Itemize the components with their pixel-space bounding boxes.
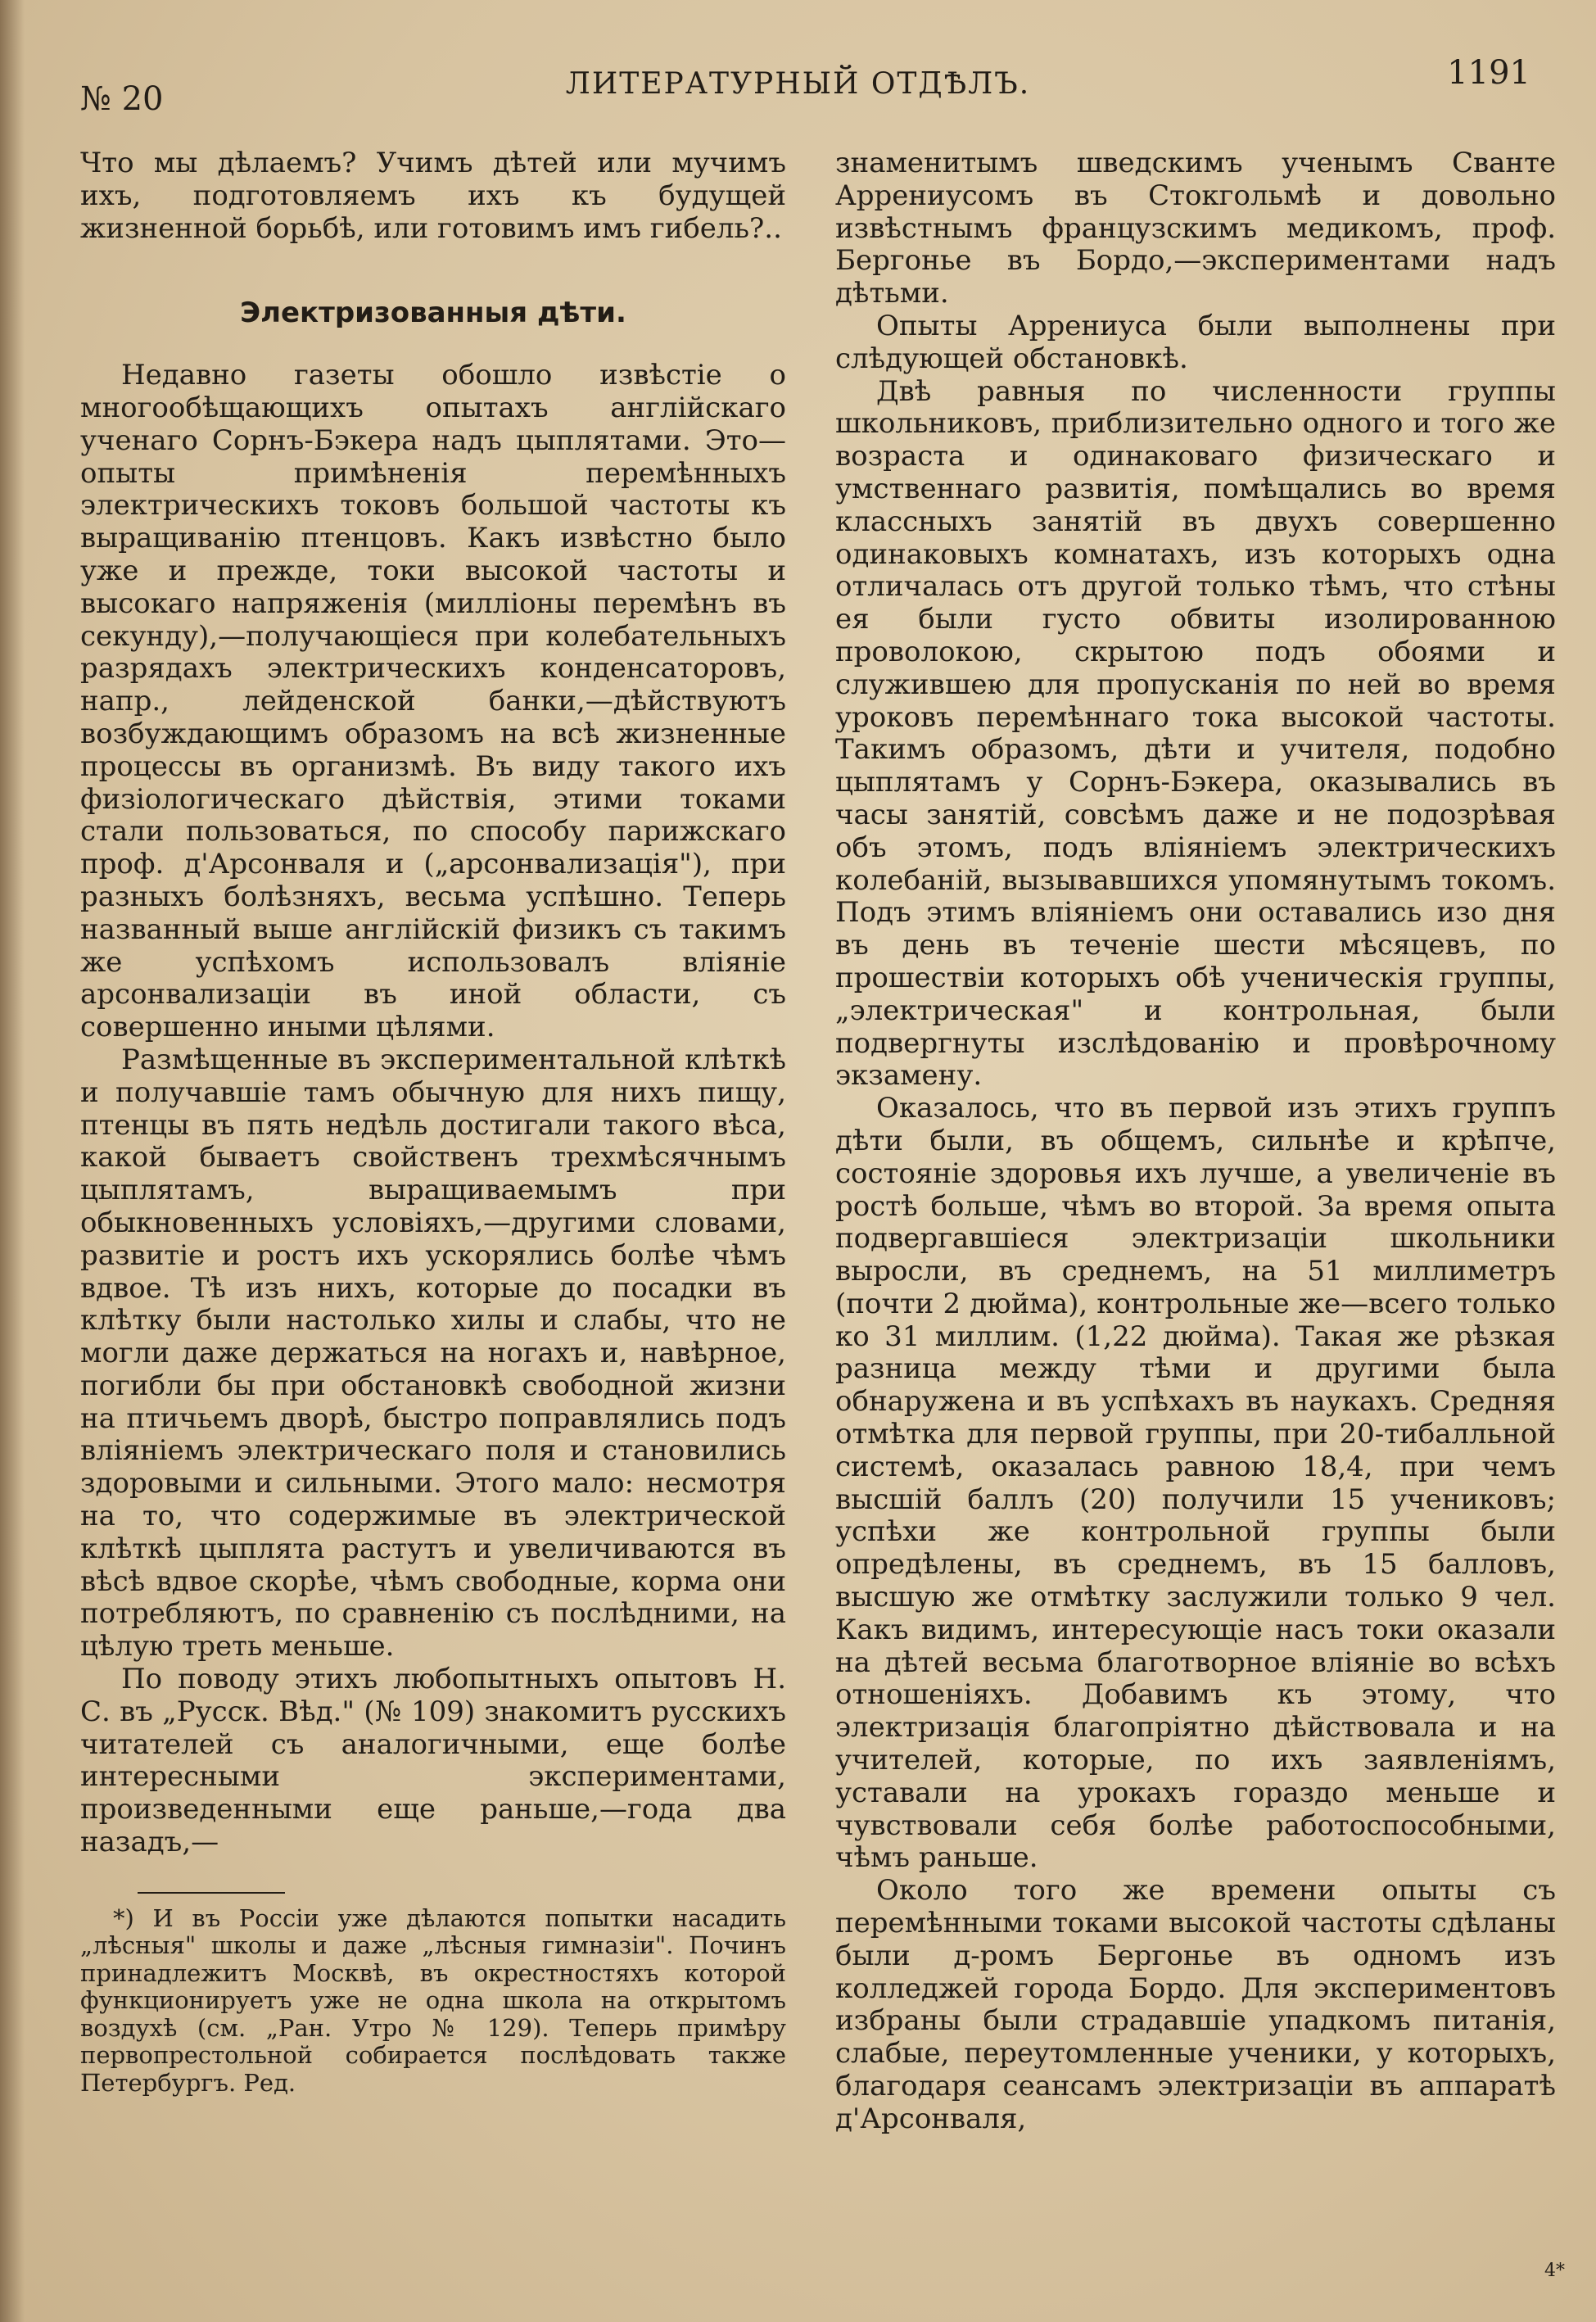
page-binding-shadow <box>0 0 25 2322</box>
paragraph: Размѣщенные въ экспериментальной клѣткѣ и получавшіе тамъ обычную для нихъ пищу, птенцы въ пять недѣль достигали такого вѣса, какой бываетъ свойственъ трехмѣсячнымъ цыплятамъ, выращиваемымъ при обыкновенныхъ условіяхъ,—другими словами, развитіе и ростъ ихъ ускорялись болѣе чѣмъ вдвое. Тѣ изъ нихъ, которые до посадки въ клѣтку были настолько хилы и слабы, что не могли даже держаться на ногахъ и, навѣрное, погибли бы при обстановкѣ свободной жизни на птичьемъ дворѣ, быстро поправлялись подъ вліяніемъ электрическаго поля и становились здоровыми и сильными. Этого мало: несмотря на то, что содержимые въ электрической клѣткѣ цыплята растутъ и увеличиваются въ вѣсѣ вдвое скорѣе, чѣмъ свободные, корма они потребляютъ, по сравненію съ послѣдними, на цѣлую треть меньше. <box>80 1043 786 1663</box>
footnote <box>80 1905 786 2098</box>
paragraph: По поводу этихъ любопытныхъ опытовъ Н. С. въ „Русск. Вѣд." (№ 109) знакомитъ русскихъ читателей съ аналогичными, еще болѣе интересными экспериментами, произведенными еще раньше,—года два назадъ,— <box>80 1663 786 1859</box>
paragraph: знаменитымъ шведскимъ ученымъ Сванте Аррениусомъ въ Стокгольмѣ и довольно извѣстнымъ французскимъ медикомъ, проф. Бергонье въ Бордо,—экспериментами надъ дѣтьми. <box>835 147 1556 310</box>
issue-number: № 20 <box>80 80 164 118</box>
left-column <box>80 147 786 2097</box>
paragraph: Около того же времени опыты съ перемѣнными токами высокой частоты сдѣланы были д-ромъ Бергонье въ одномъ изъ колледжей города Бордо. Для экспериментовъ избраны были страдавшіе упадкомъ питанія, слабые, переутомленные ученики, у которыхъ, благодаря сеансамъ электризаціи въ аппаратѣ д'Арсонваля, <box>835 1874 1556 2135</box>
right-column <box>835 147 1556 2136</box>
page-number: 1191 <box>1447 54 1530 92</box>
paragraph: Опыты Аррениуса были выполнены при слѣдующей обстановкѣ. <box>835 309 1556 375</box>
paragraph: Недавно газеты обошло извѣстіе о многообѣщающихъ опытахъ англійскаго ученаго Сорнъ-Бэкера надъ цыплятами. Это—опыты примѣненія перемѣнныхъ электрическихъ токовъ большой частоты къ выращиванію птенцовъ. Какъ извѣстно было уже и прежде, токи высокой частоты и высокаго напряженія (милліоны перемѣнъ въ секунду),—получающіеся при колебательныхъ разрядахъ электрическихъ конденсаторовъ, напр., лейденской банки,—дѣйствуютъ возбуждающимъ образомъ на всѣ жизненные процессы въ организмѣ. Въ виду такого ихъ физіологическаго дѣйствія, этими токами стали пользоваться, по способу парижскаго проф. д'Арсонваля и („арсонвализація"), при разныхъ болѣзняхъ, весьма успѣшно. Теперь названный выше англійскій физикъ съ такимъ же успѣхомъ использовалъ вліяніе арсонвализаціи въ иной области, съ совершенно иными цѣлями. <box>80 359 786 1044</box>
section-title: ЛИТЕРАТУРНЫЙ ОТДѢЛЪ. <box>565 67 1031 101</box>
opening-paragraph: Что мы дѣлаемъ? Учимъ дѣтей или мучимъ ихъ, подготовляемъ ихъ къ будущей жизненной борьбѣ, или готовимъ имъ гибель?.. <box>80 147 786 245</box>
paragraph: Двѣ равныя по численности группы школьниковъ, приблизительно одного и того же возраста и одинаковаго физическаго и умственнаго развитія, помѣщались во время классныхъ занятій въ двухъ совершенно одинаковыхъ комнатахъ, изъ которыхъ одна отличалась отъ другой только тѣмъ, что стѣны ея были густо обвиты изолированною проволокою, скрытою подъ обоями и служившею для пропусканія по ней во время уроковъ перемѣннаго тока высокой частоты. Такимъ образомъ, дѣти и учителя, подобно цыплятамъ у Сорнъ-Бэкера, оказывались въ часы занятій, совсѣмъ даже и не подозрѣвая объ этомъ, подъ вліяніемъ электрическихъ колебаній, вызывавшихся упомянутымъ токомъ. Подъ этимъ вліяніемъ они оставались изо дня въ день въ теченіе шести мѣсяцевъ, по прошествіи которыхъ обѣ ученическія группы, „электрическая" и контрольная, были подвергнуты изслѣдованію и провѣрочному экзамену. <box>835 374 1556 1093</box>
signature-mark: 4* <box>1544 2261 1565 2281</box>
article-heading: Электризованныя дѣти. <box>240 296 626 330</box>
paragraph: Оказалось, что въ первой изъ этихъ группъ дѣти были, въ общемъ, сильнѣе и крѣпче, состояніе здоровья ихъ лучше, а увеличеніе въ ростѣ больше, чѣмъ во второй. За время опыта подвергавшіеся электризаціи школьники выросли, въ среднемъ, на 51 миллиметръ (почти 2 дюйма), контрольные же—всего только ко 31 миллим. (1,22 дюйма). Такая же рѣзкая разница между тѣми и другими была обнаружена и въ успѣхахъ въ наукахъ. Средняя отмѣтка для первой группы, при 20-тибалльной системѣ, оказалась равною 18,4, при чемъ высшій баллъ (20) получили 15 учениковъ; успѣхи же контрольной группы были опредѣлены, въ среднемъ, въ 15 балловъ, высшую же отмѣтку заслужили только 9 чел. Какъ видимъ, интересующіе насъ токи оказали на дѣтей весьма благотворное вліяніе во всѣхъ отношеніяхъ. Добавимъ къ этому, что электризація благопріятно дѣйствовала и на учителей, которые, по ихъ заявленіямъ, уставали на урокахъ гораздо меньше и чувствовали себя болѣе работоспособными, чѣмъ раньше. <box>835 1092 1556 1875</box>
footnote-divider <box>138 1892 285 1894</box>
footnote-text: *) И въ Россіи уже дѣлаются попытки насадить „лѣсныя" школы и даже „лѣсныя гимназіи". Починъ принадлежитъ Москвѣ, въ окрестностяхъ которой функционируетъ уже не одна школа на открытомъ воздухѣ (см. „Ран. Утро № 129). Теперь примѣру первопрестольной собирается послѣдовать также Петербургъ. Ред. <box>80 1903 786 2097</box>
page-header <box>0 48 1596 118</box>
